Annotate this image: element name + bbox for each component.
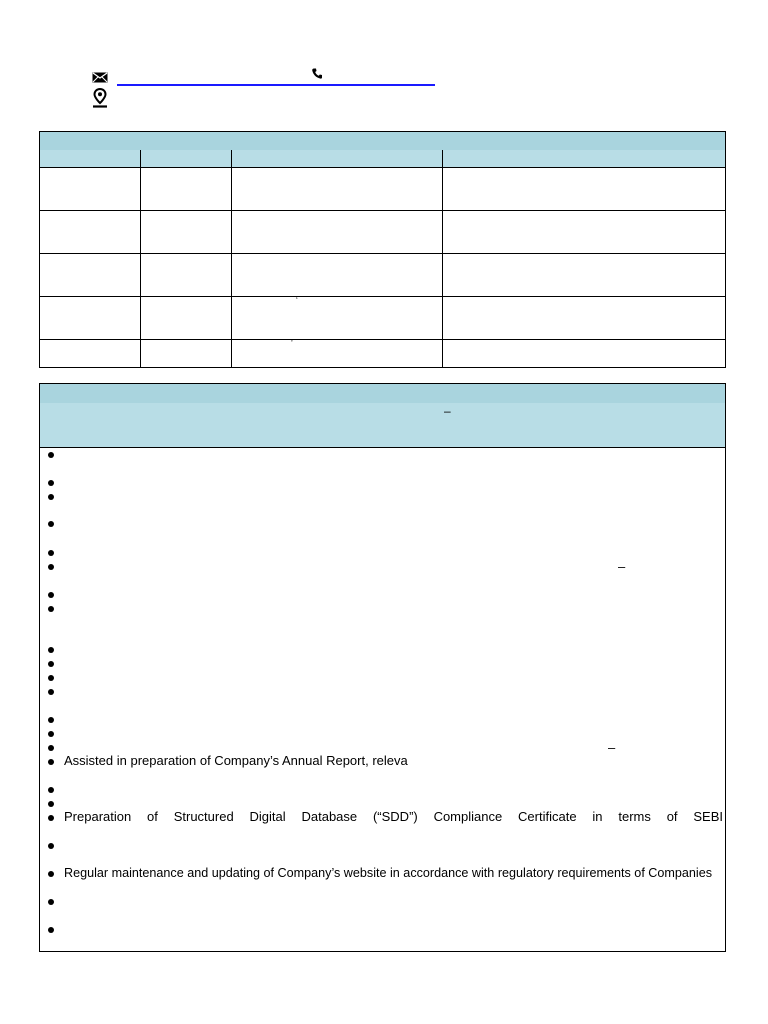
row-divider <box>40 339 725 340</box>
bullet-point <box>48 480 54 486</box>
experience-subheader <box>40 403 725 448</box>
bullet-point <box>48 647 54 653</box>
bullet-word: SEBI <box>693 809 723 824</box>
bullet-text: Assisted in preparation of Company’s Annual Report, releva <box>64 753 408 768</box>
bullet-text: – <box>608 740 616 755</box>
bullet-point <box>48 787 54 793</box>
bullet-point <box>48 494 54 500</box>
row-divider <box>40 210 725 211</box>
mail-icon <box>92 72 108 83</box>
bullet-point <box>48 564 54 570</box>
table-cell: ’ <box>291 339 293 348</box>
bullet-point <box>48 675 54 681</box>
bullet-point <box>48 815 54 821</box>
column-divider <box>442 150 443 367</box>
bullet-text <box>64 809 723 825</box>
bullet-word: (“SDD”) <box>372 809 418 824</box>
bullet-word: of <box>666 809 678 824</box>
bullet-word: terms <box>618 809 651 824</box>
bullet-word: Compliance <box>433 809 503 824</box>
bullet-point <box>48 606 54 612</box>
bullet-point <box>48 899 54 905</box>
bullet-point <box>48 717 54 723</box>
bullet-point <box>48 689 54 695</box>
bullet-point <box>48 843 54 849</box>
bullet-point <box>48 927 54 933</box>
bullet-point <box>48 871 54 877</box>
experience-header <box>40 384 725 404</box>
bullet-point <box>48 550 54 556</box>
bullet-point <box>48 452 54 458</box>
email-link[interactable] <box>117 68 435 86</box>
phone-icon <box>312 68 322 79</box>
contact-block <box>92 68 452 112</box>
bullet-word: of <box>147 809 158 824</box>
column-divider <box>140 150 141 367</box>
bullet-word: Certificate <box>518 809 577 824</box>
bullet-word: Database <box>301 809 358 824</box>
bullet-point <box>48 745 54 751</box>
bullet-text: – <box>618 559 626 574</box>
bullet-point <box>48 759 54 765</box>
education-header <box>40 132 725 151</box>
bullet-point <box>48 661 54 667</box>
bullet-word: Digital <box>249 809 286 824</box>
experience-section <box>39 383 726 952</box>
row-divider <box>40 253 725 254</box>
row-divider <box>40 296 725 297</box>
bullet-word: Structured <box>173 809 234 824</box>
column-divider <box>231 150 232 367</box>
education-column-headers <box>40 150 725 168</box>
bullet-point <box>48 801 54 807</box>
bullet-text: Regular maintenance and updating of Company’s website in accordance with regulatory requirements of Companies <box>64 866 713 880</box>
bullet-point <box>48 521 54 527</box>
bullet-word: Preparation <box>64 809 132 824</box>
bullet-word: in <box>592 809 603 824</box>
subheader-dash: – <box>444 404 451 418</box>
bullet-point <box>48 731 54 737</box>
bullet-point <box>48 592 54 598</box>
education-table <box>39 131 726 368</box>
table-cell: ‘ <box>296 296 298 305</box>
location-pin-icon <box>92 88 108 108</box>
